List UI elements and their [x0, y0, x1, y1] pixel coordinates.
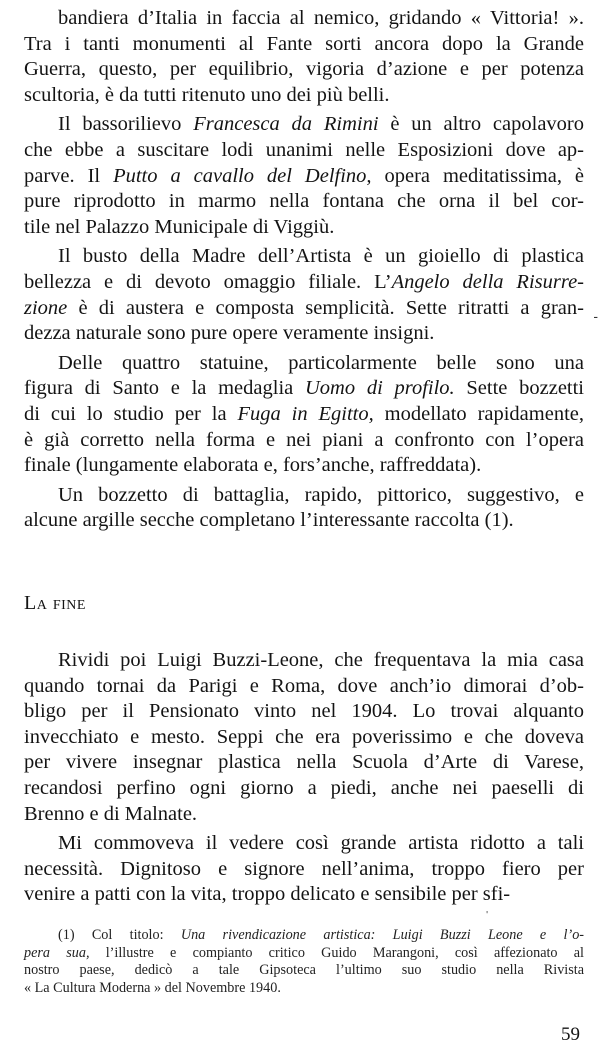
paragraph	[24, 483, 584, 534]
paragraph	[24, 112, 584, 240]
italic-title: pera sua,	[24, 944, 90, 961]
text-line: pure riprodotto in marmo nella fontana che orna il bel cor-	[24, 190, 584, 213]
text-line: dezza naturale sono pure opere veramente insigni.	[24, 322, 435, 345]
footnote	[24, 927, 584, 997]
text-line: (1) Col titolo: Una rivendicazione artistica: Luigi Buzzi Leone e l’o-	[58, 927, 585, 943]
text-line: Guerra, questo, per equilibrio, vigoria d’azione e per potenza	[24, 58, 584, 81]
text-line: pera sua, l’illustre e compianto critico Guido Marangoni, così affezionato al	[24, 944, 584, 961]
text-line: figura di Santo e la medaglia Uomo di profilo. Sette bozzetti	[24, 377, 584, 400]
paragraph	[24, 831, 584, 908]
text-line: « La Cultura Moderna » del Novembre 1940.	[24, 979, 281, 996]
text-line: zione è di austera e composta semplicità. Sette ritratti a gran-	[24, 296, 584, 319]
text-line: è già corretto nella forma e nei piani a confronto con l’opera	[24, 428, 584, 451]
margin-mark: -	[593, 308, 598, 324]
body-text-upper	[24, 6, 584, 534]
text-line: alcune argille secche completano l’interessante raccolta (1).	[24, 509, 514, 532]
text-line: Mi commoveva il vedere così grande artista ridotto a tali	[58, 832, 584, 855]
body-text-lower	[24, 648, 584, 908]
text-line: di cui lo studio per la Fuga in Egitto, modellato rapidamente,	[24, 402, 584, 425]
text-line: Un bozzetto di battaglia, rapido, pittorico, suggestivo, e	[58, 483, 584, 506]
text-line: tile nel Palazzo Municipale di Viggiù.	[24, 215, 335, 238]
text-line: recandosi perfino ogni giorno a piedi, anche nei paeselli di	[24, 776, 584, 799]
text-line: Il bassorilievo Francesca da Rimini è un altro capolavoro	[58, 113, 584, 136]
text-line: necessità. Dignitoso e signore nell’anima, troppo fiero per	[24, 857, 584, 880]
text-line: Il busto della Madre dell’Artista è un gioiello di plastica	[58, 245, 584, 268]
text-line: bandiera d’Italia in faccia al nemico, gridando « Vittoria! ».	[58, 7, 584, 29]
text-line: bellezza e di devoto omaggio filiale. L’Angelo della Risurre-	[24, 270, 584, 293]
italic-title: Francesca da Rimini	[193, 113, 379, 136]
italic-title: zione	[24, 296, 68, 319]
text-line: parve. Il Putto a cavallo del Delfino, opera meditatissima, è	[24, 164, 585, 187]
page-number: 59	[561, 1024, 580, 1045]
italic-title: Fuga in Egitto,	[237, 402, 374, 425]
stray-mark: '	[486, 910, 488, 921]
section-heading: La fine	[24, 592, 86, 614]
text-line: Tra i tanti monumenti al Fante sorti ancora dopo la Grande	[24, 32, 584, 55]
italic-title: Uomo di profilo.	[304, 377, 455, 400]
text-line: Delle quattro statuine, particolarmente belle sono una	[58, 351, 584, 374]
text-line: venire a patti con la vita, troppo delicato e sensibile per sfi-	[24, 883, 511, 906]
text-line: quando tornai da Parigi e Roma, dove anch’io dimorai d’ob-	[24, 674, 584, 697]
paragraph	[24, 244, 584, 346]
text-line: Brenno e di Malnate.	[24, 802, 198, 825]
text-line: finale (lungamente elaborata e, fors’anche, raffreddata).	[24, 454, 482, 477]
italic-title: Angelo della Risurre-	[391, 270, 584, 293]
text-line: Rividi poi Luigi Buzzi-Leone, che frequentava la mia casa	[58, 649, 584, 671]
text-line: che ebbe a suscitare lodi unanimi nelle Esposizioni dove ap-	[24, 138, 584, 161]
text-line: scultoria, è da tutti ritenuto uno dei più belli.	[24, 83, 390, 106]
italic-title: Una rivendicazione artistica: Luigi Buzzi Leone e l’o-	[180, 927, 585, 943]
text-line: nostro paese, dedicò a tale Gipsoteca l’ultimo suo studio nella Rivista	[24, 962, 584, 978]
paragraph	[24, 351, 584, 479]
paragraph	[24, 648, 584, 827]
italic-title: Putto a cavallo del Delfino,	[113, 164, 372, 187]
text-line: invecchiato e mesto. Seppi che era poverissimo e che doveva	[24, 725, 584, 748]
text-line: bligo per il Pensionato vinto nel 1904. Lo trovai alquanto	[24, 700, 584, 723]
paragraph	[24, 6, 584, 108]
text-line: per vivere insegnar plastica nella Scuola d’Arte di Varese,	[24, 751, 584, 774]
